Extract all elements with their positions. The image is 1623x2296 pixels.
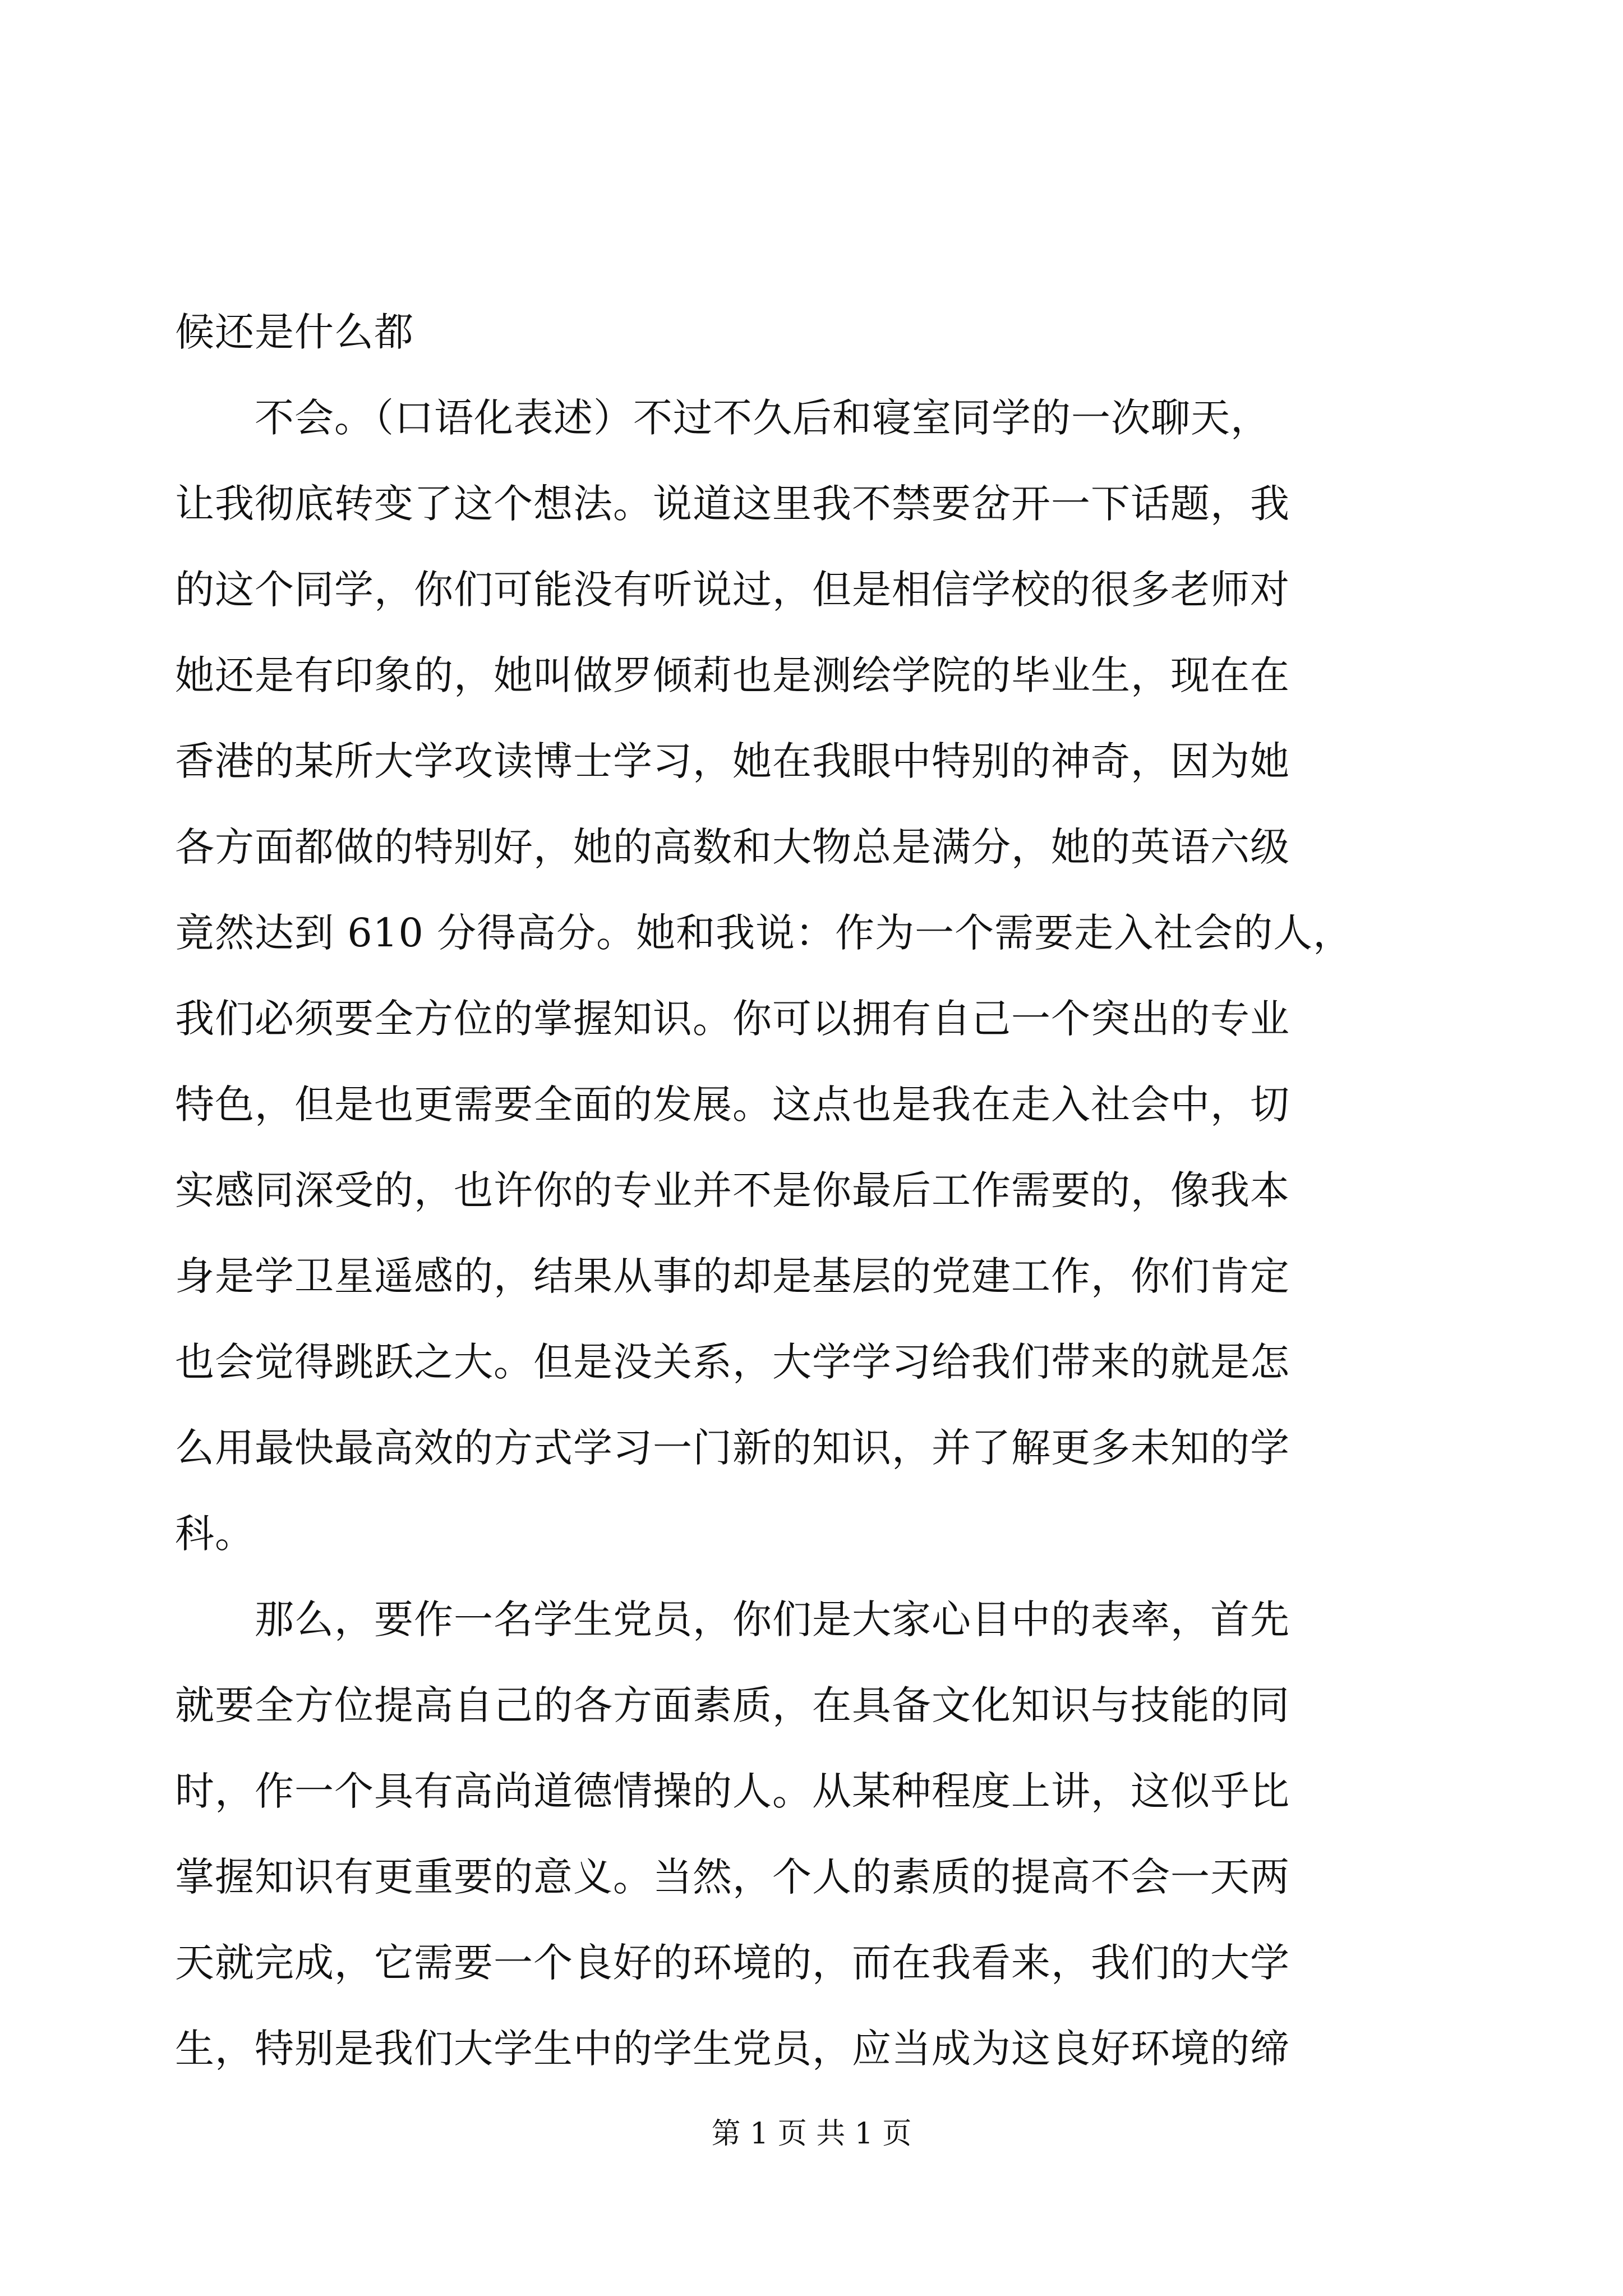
text-line: 那么，要作一名学生党员，你们是大家心目中的表率，首先 [175,1596,1290,1642]
text-line: 特色，但是也更需要全面的发展。这点也是我在走入社会中，切 [175,1082,1290,1128]
text-line: 时，作一个具有高尚道德情操的人。从某种程度上讲，这似乎比 [175,1768,1290,1814]
text-line: 就要全方位提高自己的各方面素质，在具备文化知识与技能的同 [175,1682,1290,1728]
page-footer: 第 1 页 共 1 页 [711,2117,912,2151]
text-line: 她还是有印象的，她叫做罗倾莉也是测绘学院的毕业生，现在在 [175,652,1290,698]
text-line: 竟然达到 610 分得高分。她和我说：作为一个需要走入社会的人， [175,910,1353,956]
text-line: 科。 [175,1511,255,1557]
text-line: 我们必须要全方位的掌握知识。你可以拥有自己一个突出的专业 [175,996,1290,1042]
text-line: 天就完成，它需要一个良好的环境的，而在我看来，我们的大学 [175,1940,1290,1986]
text-line: 各方面都做的特别好，她的高数和大物总是满分，她的英语六级 [175,824,1290,870]
text-line: 么用最快最高效的方式学习一门新的知识，并了解更多未知的学 [175,1425,1290,1471]
text-line: 也会觉得跳跃之大。但是没关系，大学学习给我们带来的就是怎 [175,1339,1290,1385]
text-line: 身是学卫星遥感的，结果从事的却是基层的党建工作，你们肯定 [175,1253,1290,1299]
text-line: 掌握知识有更重要的意义。当然，个人的素质的提高不会一天两 [175,1854,1290,1900]
text-line: 候还是什么都 [175,309,414,355]
text-line: 不会。（口语化表述）不过不久后和寝室同学的一次聊天， [175,395,1270,441]
text-line: 让我彻底转变了这个想法。说道这里我不禁要岔开一下话题，我 [175,481,1290,527]
text-line: 实感同深受的，也许你的专业并不是你最后工作需要的，像我本 [175,1167,1290,1213]
text-line: 香港的某所大学攻读博士学习，她在我眼中特别的神奇，因为她 [175,738,1290,784]
text-line: 的这个同学，你们可能没有听说过，但是相信学校的很多老师对 [175,567,1290,613]
text-line: 生，特别是我们大学生中的学生党员，应当成为这良好环境的缔 [175,2026,1290,2072]
